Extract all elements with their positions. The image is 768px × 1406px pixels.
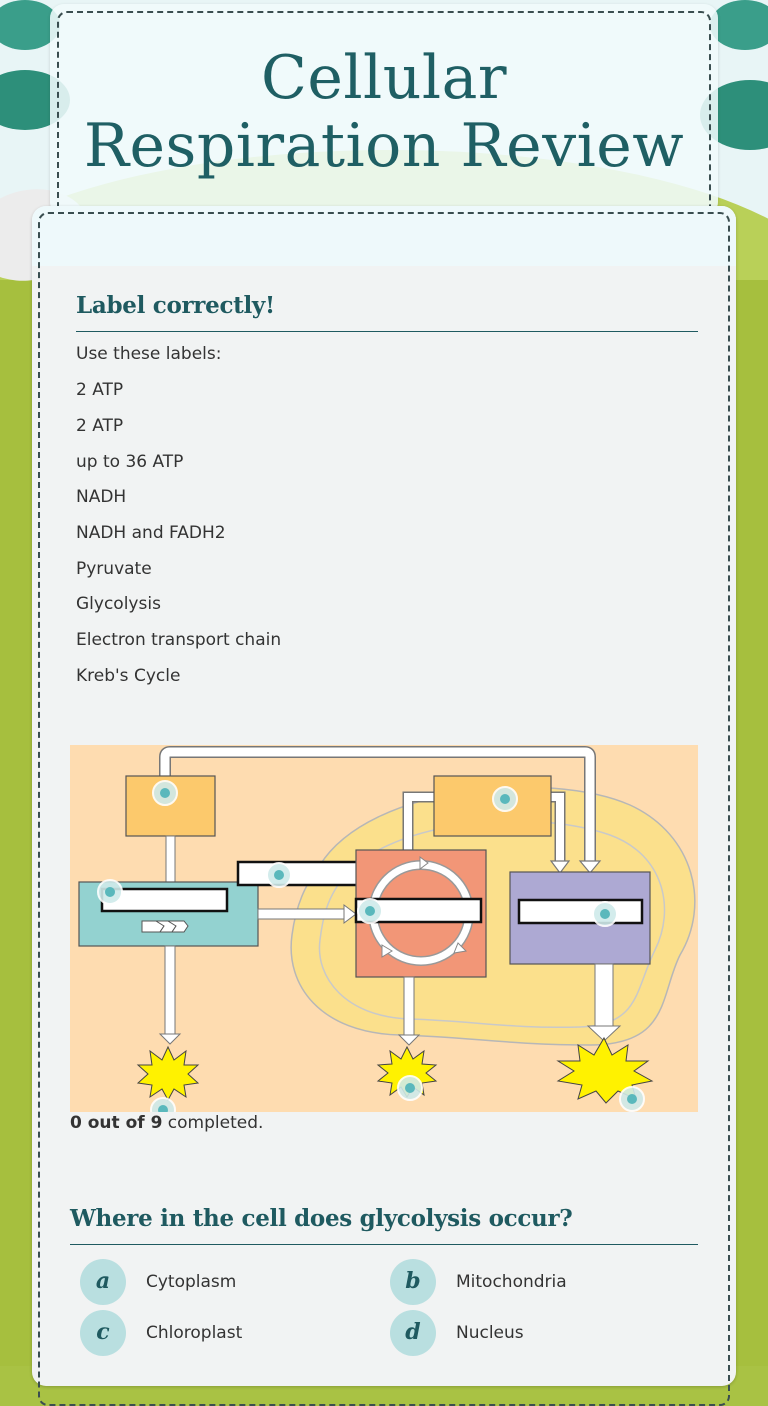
choice-a-text[interactable]: Cytoplasm	[146, 1272, 237, 1292]
arrow-etc-atp	[595, 964, 613, 1028]
page-title	[50, 44, 718, 180]
diagram-box-nadh-fadh2	[434, 776, 551, 836]
drop-target-pyruvate[interactable]	[238, 862, 363, 885]
question-title: Where in the cell does glycolysis occur?	[70, 1205, 573, 1232]
progress-count: 0 out of 9	[70, 1113, 163, 1133]
label-option: Electron transport chain	[76, 630, 282, 650]
arrow-krebs-atp	[404, 977, 414, 1037]
label-option: NADH and FADH2	[76, 523, 226, 543]
progress-status	[70, 1113, 263, 1133]
hotspot-glycolysis[interactable]	[98, 880, 122, 904]
respiration-diagram	[70, 745, 698, 1112]
label-option: 2 ATP	[76, 416, 124, 436]
arrow-pyruvate	[258, 909, 346, 919]
hotspot-atp-krebs[interactable]	[398, 1076, 422, 1100]
label-option: NADH	[76, 487, 127, 507]
diagram-svg	[70, 745, 698, 1112]
hotspot-nadh-fadh2[interactable]	[493, 787, 517, 811]
hotspot-atp-etc[interactable]	[620, 1087, 644, 1111]
drop-target-etc[interactable]	[519, 900, 642, 923]
hotspot-nadh[interactable]	[153, 781, 177, 805]
choice-c-badge[interactable]: c	[80, 1310, 126, 1356]
labels-intro: Use these labels:	[76, 344, 222, 364]
labeling-section-title: Label correctly!	[76, 292, 275, 319]
choice-c-text[interactable]: Chloroplast	[146, 1323, 243, 1343]
title-card	[50, 4, 718, 216]
progress-suffix: completed.	[162, 1113, 264, 1133]
labeling-divider	[76, 331, 698, 332]
choice-b-text[interactable]: Mitochondria	[456, 1272, 567, 1292]
label-option: up to 36 ATP	[76, 452, 184, 472]
choice-d-badge[interactable]: d	[390, 1310, 436, 1356]
label-option: Kreb's Cycle	[76, 666, 181, 686]
arrow-nadh-down	[166, 836, 175, 882]
choice-a-badge[interactable]: a	[80, 1259, 126, 1305]
choice-d-text[interactable]: Nucleus	[456, 1323, 524, 1343]
choice-b-badge[interactable]: b	[390, 1259, 436, 1305]
arrow-glycolysis-atp	[165, 946, 175, 1036]
label-option: Pyruvate	[76, 559, 152, 579]
hotspot-etc[interactable]	[593, 902, 617, 926]
question-divider	[70, 1244, 698, 1245]
hotspot-krebs[interactable]	[358, 899, 382, 923]
hotspot-pyruvate[interactable]	[267, 863, 291, 887]
hotspot-atp-glycolysis[interactable]	[151, 1098, 175, 1112]
page-title-line2: Respiration Review	[83, 111, 685, 181]
label-option: Glycolysis	[76, 594, 161, 614]
page-title-line1: Cellular	[260, 43, 508, 113]
label-option: 2 ATP	[76, 380, 124, 400]
